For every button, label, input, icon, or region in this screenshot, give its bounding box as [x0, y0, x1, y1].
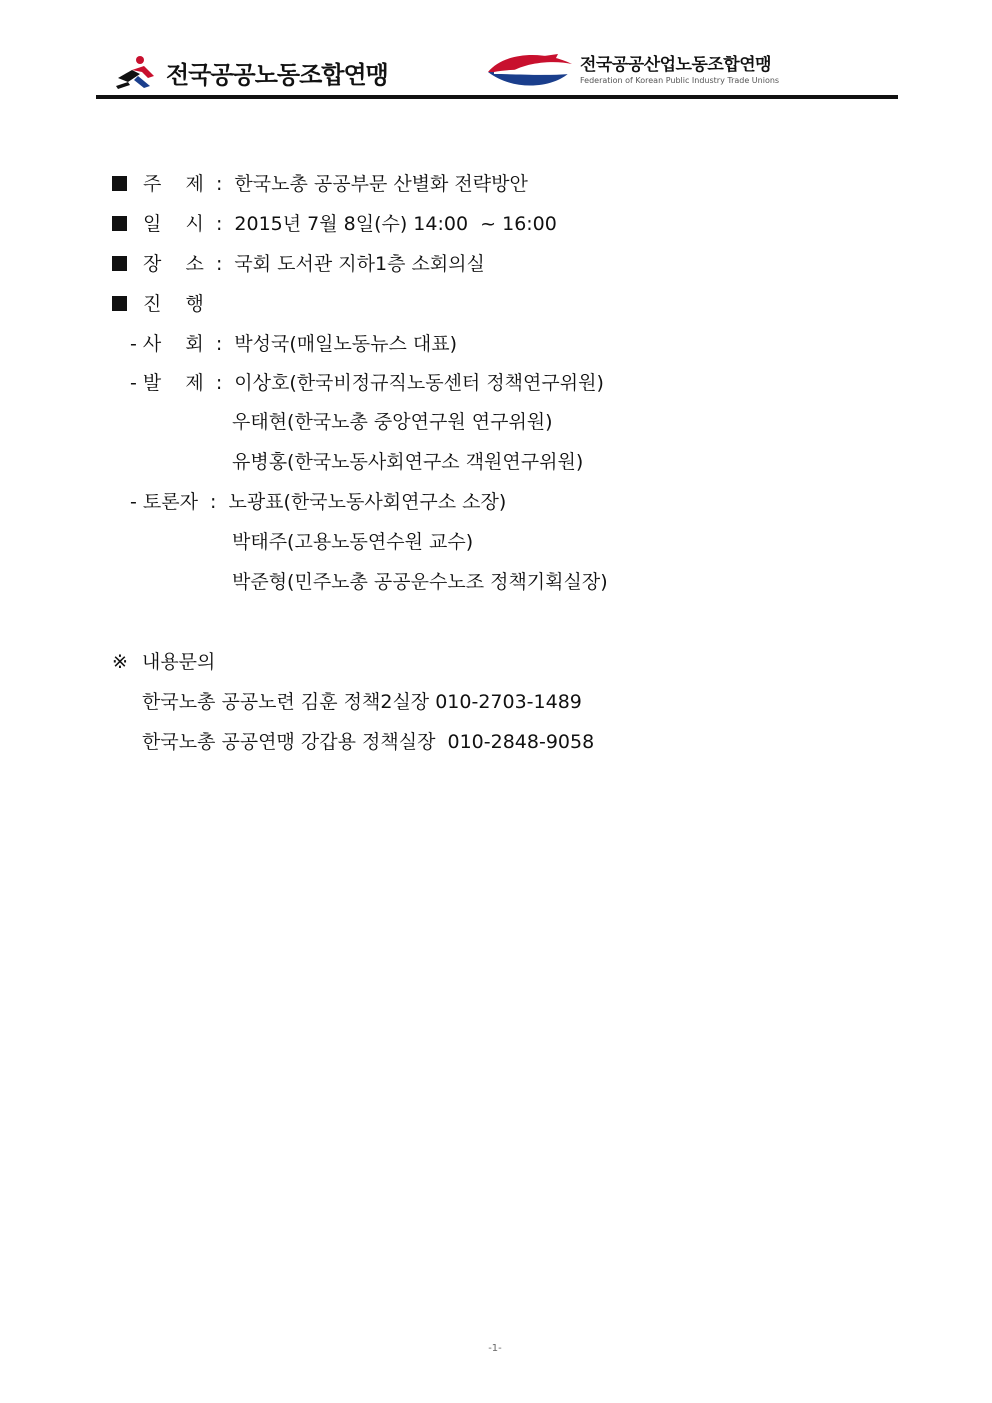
- colon: :: [215, 173, 223, 195]
- place-label: 장 소: [143, 253, 204, 275]
- place-value: 국회 도서관 지하1층 소회의실: [234, 253, 485, 275]
- contact-line: 한국노총 공공노련 김훈 정책2실장 010-2703-1489: [142, 691, 582, 713]
- colon: :: [215, 213, 223, 235]
- discussants-row: [130, 489, 506, 515]
- presenters-label: - 발 제: [130, 372, 204, 394]
- host-label: - 사 회: [130, 333, 204, 355]
- colon: :: [215, 253, 223, 275]
- colon: :: [215, 333, 223, 355]
- discussant-person: 박태주(고용노동연수원 교수): [232, 531, 474, 553]
- square-bullet-icon: [112, 176, 127, 191]
- left-org-logo: [114, 52, 388, 92]
- runner-logo-icon: [114, 52, 160, 92]
- square-bullet-icon: [112, 216, 127, 231]
- square-bullet-icon: [112, 296, 127, 311]
- host-row: [130, 331, 457, 357]
- square-bullet-icon: [112, 256, 127, 271]
- letterhead: [96, 40, 898, 98]
- discussant-person: 노광표(한국노동사회연구소 소장): [228, 491, 507, 513]
- discussant-person: 박준형(민주노총 공공운수노조 정책기획실장): [232, 571, 608, 593]
- presenter-person: 유병홍(한국노동사회연구소 객원연구위원): [232, 451, 584, 473]
- host-person: 박성국(매일노동뉴스 대표): [234, 333, 458, 355]
- page-number: -1-: [488, 1343, 502, 1354]
- topic-value: 한국노총 공공부문 산별화 전략방안: [234, 173, 528, 195]
- discussants-label: - 토론자: [130, 491, 198, 513]
- presenter-person: 이상호(한국비정규직노동센터 정책연구위원): [234, 372, 604, 394]
- progress-label: 진 행: [143, 293, 204, 315]
- topic-row: [112, 171, 528, 197]
- datetime-label: 일 시: [143, 213, 204, 235]
- right-org-name: 전국공공산업노동조합연맹: [580, 55, 772, 75]
- place-row: [112, 251, 485, 277]
- topic-label: 주 제: [143, 173, 204, 195]
- datetime-row: [112, 211, 557, 237]
- contact-title: 내용문의: [141, 651, 216, 673]
- colon: :: [215, 372, 223, 394]
- reference-mark-icon: ※: [112, 651, 128, 673]
- presenters-row: [130, 370, 604, 396]
- taegeuk-logo-icon: [484, 50, 576, 92]
- right-org-logo: [484, 48, 779, 94]
- progress-row: [112, 291, 204, 317]
- colon: :: [210, 491, 217, 513]
- contact-line: 한국노총 공공연맹 강갑용 정책실장 010-2848-9058: [142, 731, 595, 753]
- presenter-person: 우태현(한국노총 중앙연구원 연구위원): [232, 411, 553, 433]
- datetime-value: 2015년 7월 8일(수) 14:00 ~ 16:00: [234, 213, 557, 235]
- header-divider: [96, 95, 898, 99]
- left-org-name: 전국공공노동조합연맹: [166, 60, 388, 89]
- contact-title-row: [112, 649, 215, 675]
- right-org-english-name: Federation of Korean Public Industry Trade Unions: [580, 76, 780, 85]
